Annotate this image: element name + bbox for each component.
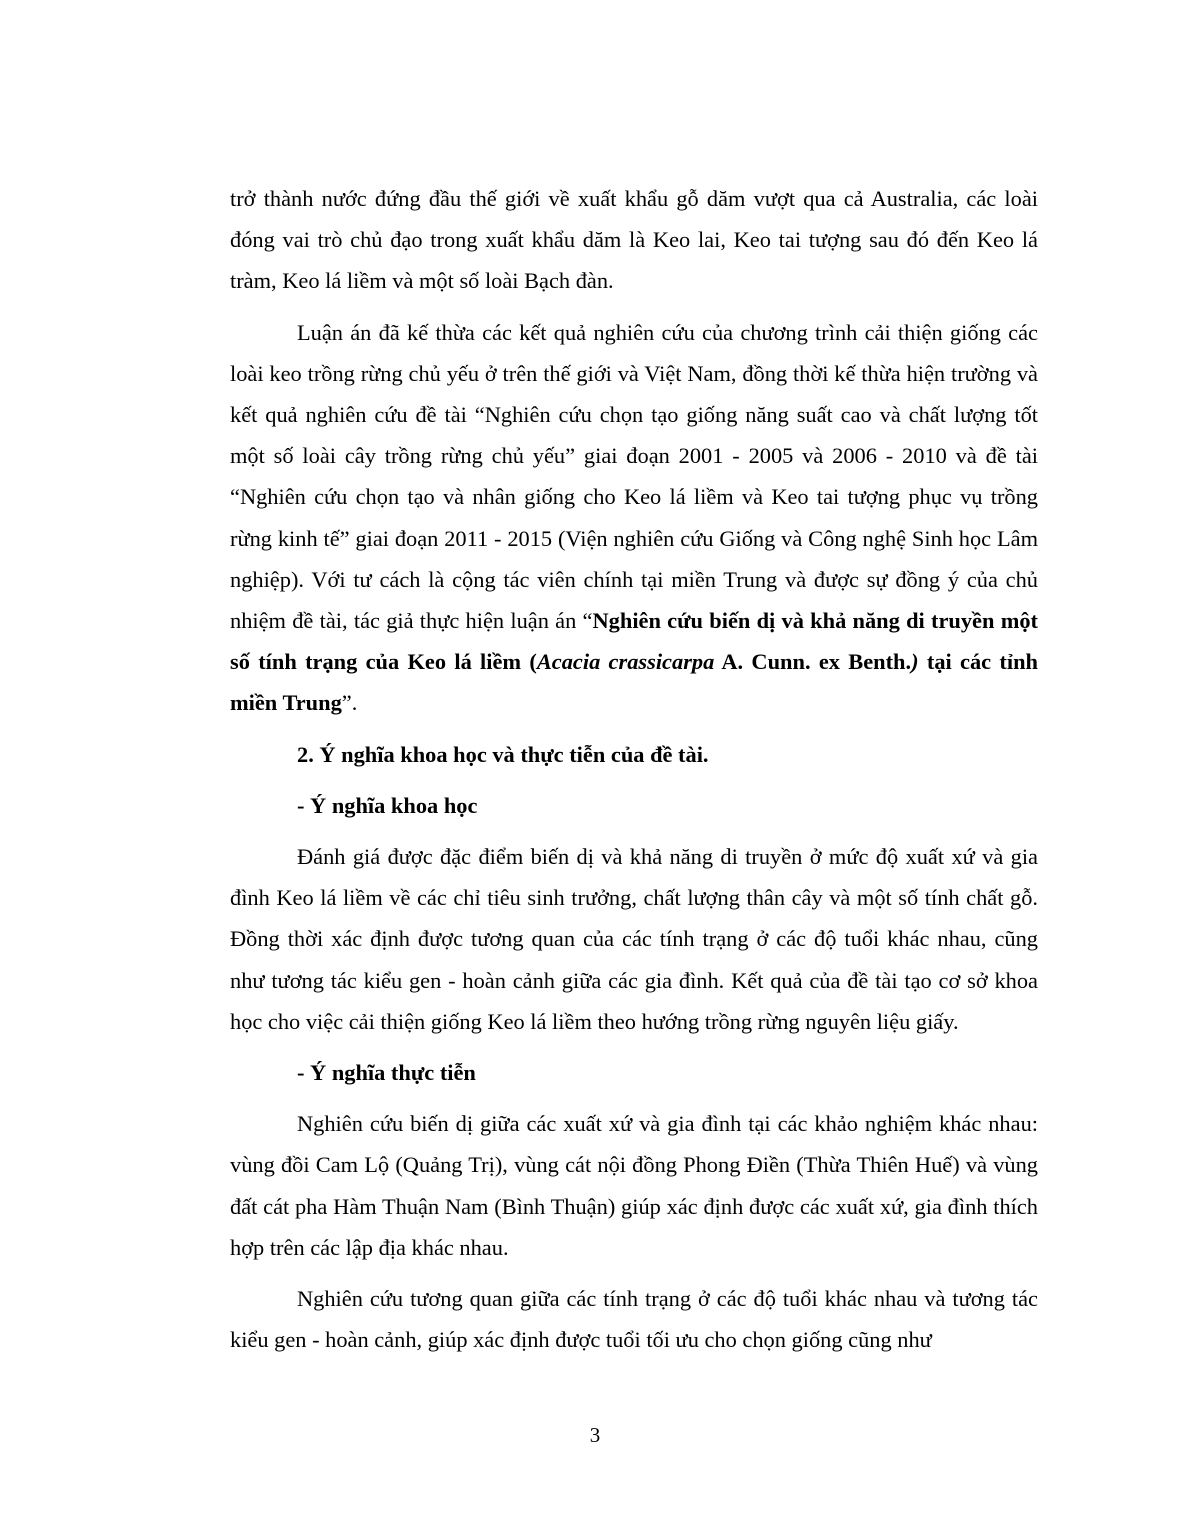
paragraph-2-end: ”. <box>341 690 358 716</box>
paragraph-2 <box>230 312 1038 724</box>
paragraph-1: trở thành nước đứng đầu thế giới về xuất khẩu gỗ dăm vượt qua cả Australia, các loài đóng vai trò chủ đạo trong xuất khẩu dăm là Keo lai, Keo tai tượng sau đó đến Keo lá tràm, Keo lá liềm và một số loài Bạch đàn. <box>230 186 1038 294</box>
paragraph-2-text: Luận án đã kế thừa các kết quả nghiên cứu của chương trình cải thiện giống các loài keo trồng rừng chủ yếu ở trên thế giới và Việt Nam, đồng thời kế thừa hiện trường và kết quả nghiên cứu đề tài “Nghiên cứu chọn tạo giống năng suất cao và chất lượng tốt một số loài cây trồng rừng chủ yếu” giai đoạn 2001 - 2005 và 2006 - 2010 và đề tài “Nghiên cứu chọn tạo và nhân giống cho Keo lá liềm và Keo tai tượng phục vụ trồng rừng kinh tế” giai đoạn 2011 - 2015 (Viện nghiên cứu Giống và Công nghệ Sinh học Lâm nghiệp). Với tư cách là cộng tác viên chính tại miền Trung và được sự đồng ý của chủ nhiệm đề tài, tác giả thực hiện luận án “ <box>230 319 1038 634</box>
species-authority: A. Cunn. ex Benth. <box>714 649 912 675</box>
paragraph-3: Đánh giá được đặc điểm biến dị và khả năng di truyền ở mức độ xuất xứ và gia đình Keo lá liềm về các chỉ tiêu sinh trưởng, chất lượng thân cây và một số tính chất gỗ. Đồng thời xác định được tương quan của các tính trạng ở các độ tuổi khác nhau, cũng như tương tác kiểu gen - hoàn cảnh giữa các gia đình. Kết quả của đề tài tạo cơ sở khoa học cho việc cải thiện giống Keo lá liềm theo hướng trồng rừng nguyên liệu giấy. <box>230 844 1038 1034</box>
species-name: Acacia crassicarpa <box>536 649 715 675</box>
thesis-title-paren: ) <box>911 649 919 675</box>
subheading-practice: - Ý nghĩa thực tiễn <box>297 1060 476 1086</box>
page-number: 3 <box>589 1423 601 1447</box>
paragraph-5: Nghiên cứu tương quan giữa các tính trạng ở các độ tuổi khác nhau và tương tác kiểu gen - hoàn cảnh, giúp xác định được tuổi tối ưu cho chọn giống cũng như <box>230 1286 1038 1353</box>
thesis-title-part-2: tại các tỉnh miền Trung <box>230 649 1038 716</box>
subheading-science: - Ý nghĩa khoa học <box>297 792 478 818</box>
paragraph-4: Nghiên cứu biến dị giữa các xuất xứ và gia đình tại các khảo nghiệm khác nhau: vùng đồi Cam Lộ (Quảng Trị), vùng cát nội đồng Phong Điền (Thừa Thiên Huế) và vùng đất cát pha Hàm Thuận Nam (Bình Thuận) giúp xác định được các xuất xứ, gia đình thích hợp trên các lập địa khác nhau. <box>230 1111 1038 1260</box>
section-heading: 2. Ý nghĩa khoa học và thực tiễn của đề tài. <box>297 741 709 767</box>
thesis-title-part-1: Nghiên cứu biến dị và khả năng di truyền một số tính trạng của Keo lá liềm ( <box>230 608 1038 675</box>
body-text <box>230 178 1038 1360</box>
